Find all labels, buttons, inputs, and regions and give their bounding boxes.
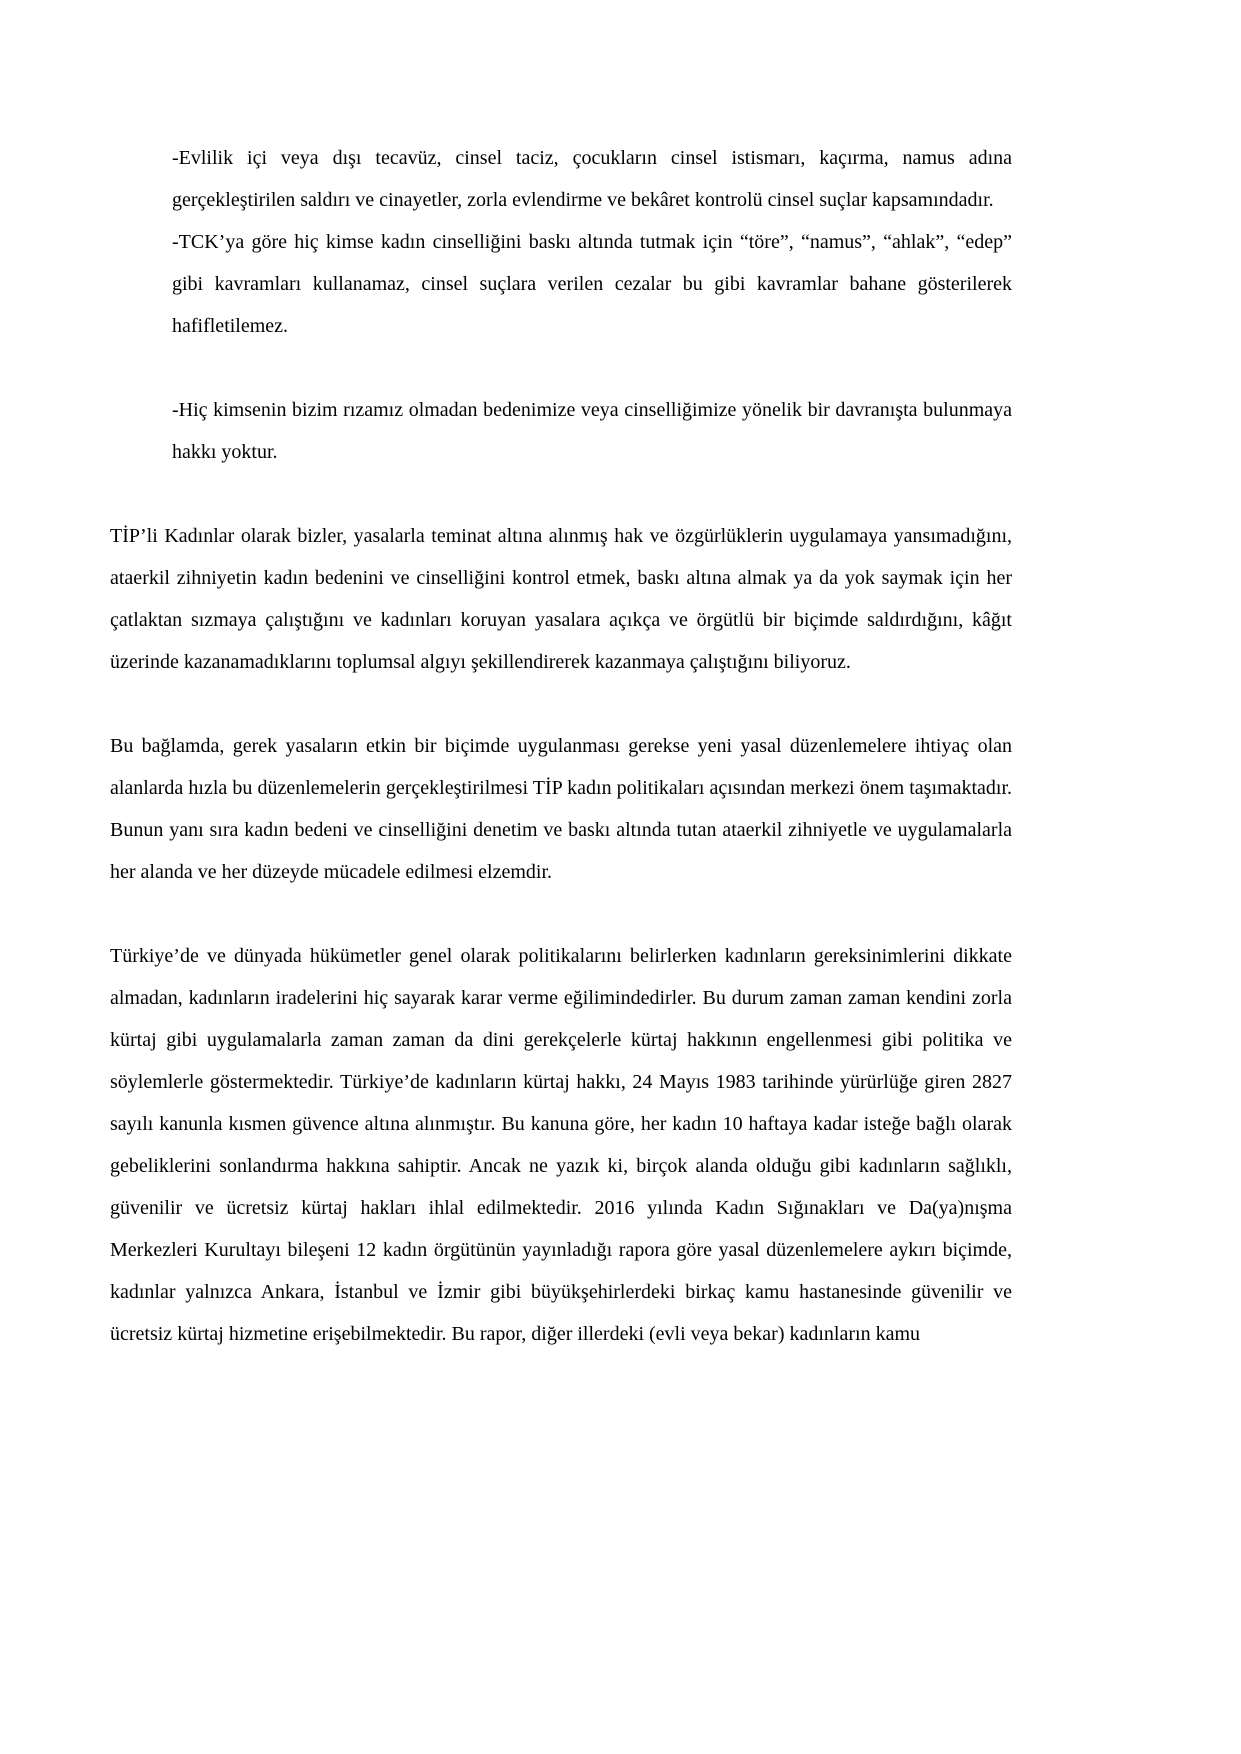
paragraph-tip-women: TİP’li Kadınlar olarak bizler, yasalarla teminat altına alınmış hak ve özgürlüklerin uygulamaya yansımadığını, ataerkil zihniyetin kadın bedenini ve cinselliğini kontrol etmek, baskı altına almak ya da yok saymak için her çatlaktan sızmaya çalıştığını ve kadınları koruyan yasalara açıkça ve örgütlü bir biçimde saldırdığını, kâğıt üzerinde kazanamadıklarını toplumsal algıyı şekillendirerek kazanmaya çalıştığını biliyoruz. (110, 525, 1012, 673)
paragraph-legal-regulations: Bu bağlamda, gerek yasaların etkin bir biçimde uygulanması gerekse yeni yasal düzenlemelere ihtiyaç olan alanlarda hızla bu düzenlemelerin gerçekleştirilmesi TİP kadın politikaları açısından merkezi önem taşımaktadır. Bunun yanı sıra kadın bedeni ve cinselliğini denetim ve baskı altında tutan ataerkil zihniyetle ve uygulamalarla her alanda ve her düzeyde mücadele edilmesi elzemdir. (110, 735, 1012, 883)
paragraph-abortion-rights: Türkiye’de ve dünyada hükümetler genel olarak politikalarını belirlerken kadınların gereksinimlerini dikkate almadan, kadınların iradelerini hiç sayarak karar verme eğilimindedirler. Bu durum zaman zaman kendini zorla kürtaj gibi uygulamalarla zaman zaman da dini gerekçelerle kürtaj hakkının engellenmesi gibi politika ve söylemlerle göstermektedir. Türkiye’de kadınların kürtaj hakkı, 24 Mayıs 1983 tarihinde yürürlüğe giren 2827 sayılı kanunla kısmen güvence altına alınmıştır. Bu kanuna göre, her kadın 10 haftaya kadar isteğe bağlı olarak gebeliklerini sonlandırma hakkına sahiptir. Ancak ne yazık ki, birçok alanda olduğu gibi kadınların sağlıklı, güvenilir ve ücretsiz kürtaj hakları ihlal edilmektedir. 2016 yılında Kadın Sığınakları ve Da(ya)nışma Merkezleri Kurultayı bileşeni 12 kadın örgütünün yayınladığı rapora göre yasal düzenlemelere aykırı biçimde, kadınlar yalnızca Ankara, İstanbul ve İzmir gibi büyükşehirlerdeki birkaç kamu hastanesinde güvenilir ve ücretsiz kürtaj hizmetine erişebilmektedir. Bu rapor, diğer illerdeki (evli veya bekar) kadınların kamu (110, 945, 1012, 1345)
bullet-paragraph-consent: -Hiç kimsenin bizim rızamız olmadan bedenimize veya cinselliğimize yönelik bir davranışta bulunmaya hakkı yoktur. (172, 399, 1012, 463)
bullet-paragraph-sexual-crimes: -Evlilik içi veya dışı tecavüz, cinsel taciz, çocukların cinsel istismarı, kaçırma, namus adına gerçekleştirilen saldırı ve cinayetler, zorla evlendirme ve bekâret kontrolü cinsel suçlar kapsamındadır. (172, 147, 1012, 211)
bullet-paragraph-tck: -TCK’ya göre hiç kimse kadın cinselliğini baskı altında tutmak için “töre”, “namus”, “ahlak”, “edep” gibi kavramları kullanamaz, cinsel suçlara verilen cezalar bu gibi kavramlar bahane gösterilerek hafifletilemez. (172, 231, 1012, 337)
